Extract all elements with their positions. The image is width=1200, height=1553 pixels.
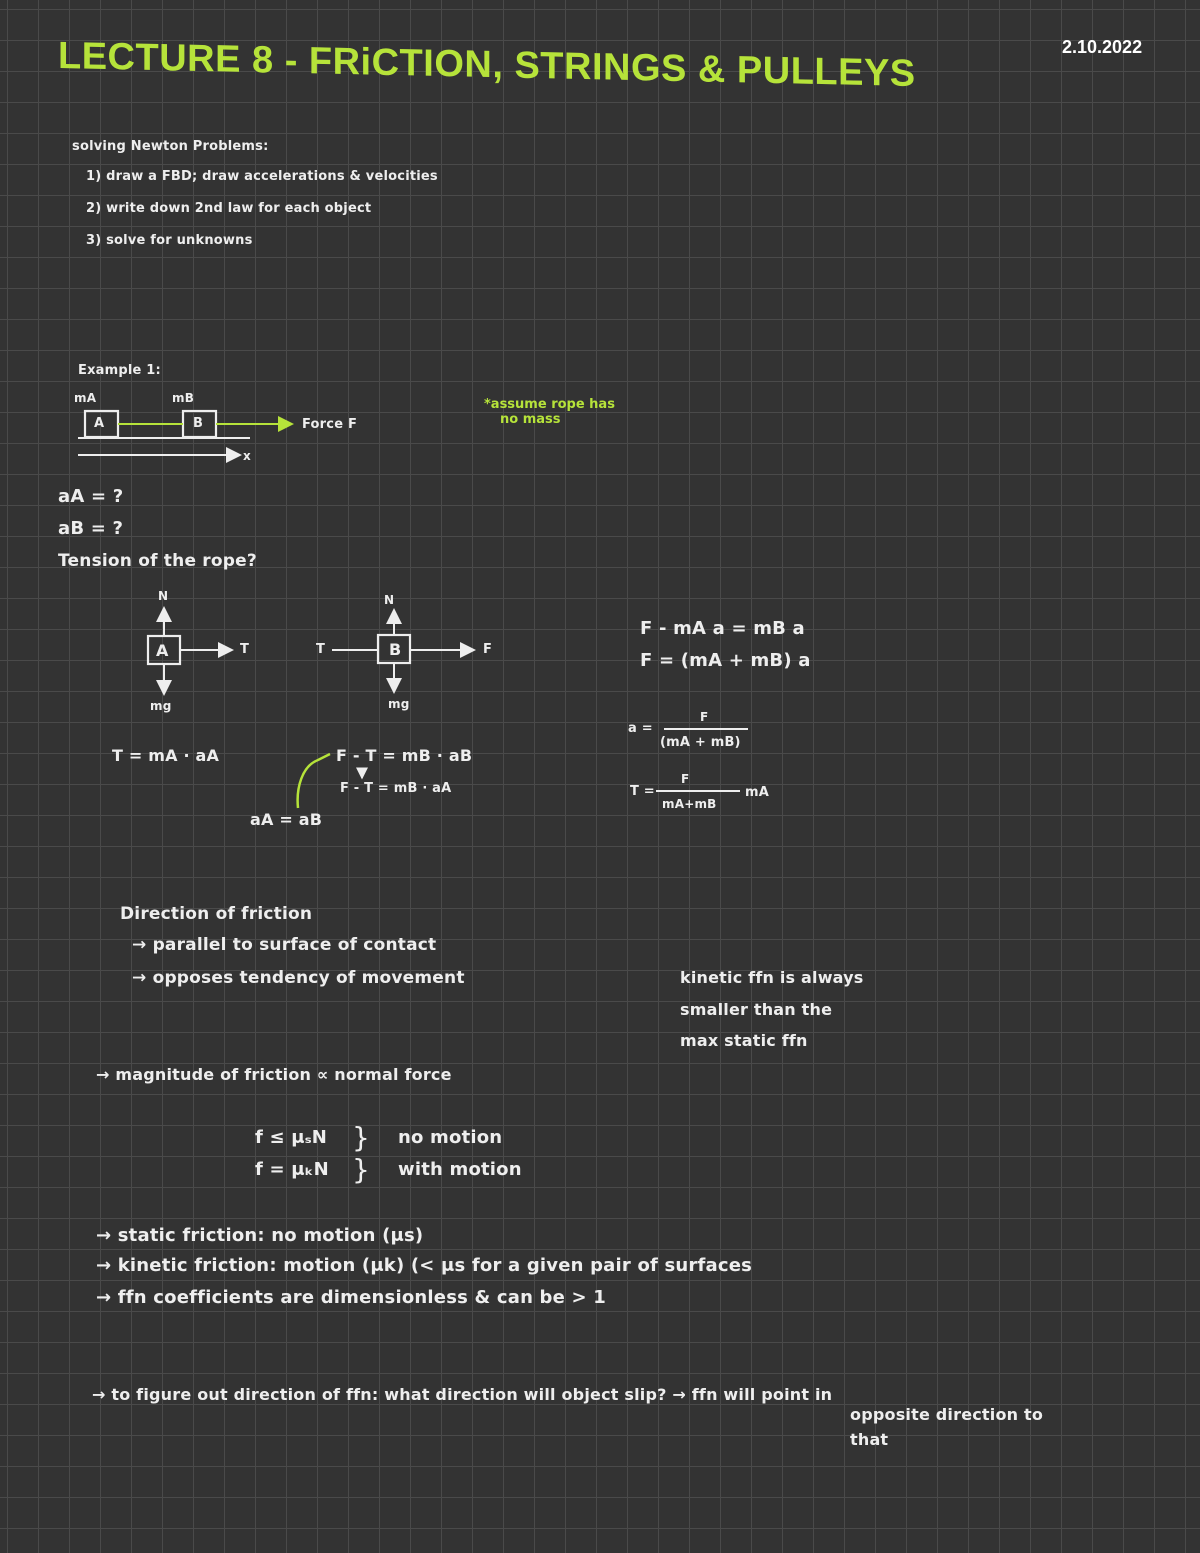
question-ab: aB = ?	[58, 518, 124, 539]
friction-bullet-1: → parallel to surface of contact	[132, 935, 437, 955]
block-a	[85, 411, 118, 437]
fbd-a-block-label: A	[156, 641, 169, 660]
static-equation: f ≤ μₛN	[255, 1127, 328, 1148]
friction-heading: Direction of friction	[120, 904, 313, 924]
page-title: LECTURE 8 - FRiCTION, STRINGS & PULLEYS	[58, 35, 916, 95]
block-b	[183, 411, 216, 437]
a-lhs: a =	[628, 721, 653, 736]
t-denominator: mA+mB	[662, 797, 717, 811]
fbd-b-block-label: B	[389, 640, 402, 659]
fbd-a-normal: N	[158, 589, 169, 603]
fbd-b-tension: T	[316, 642, 326, 657]
fbd-b-block	[378, 635, 410, 663]
fbd-a-weight: mg	[150, 699, 172, 713]
equation-brace-1: }	[352, 1121, 371, 1154]
rope-note-1: *assume rope has	[484, 397, 615, 412]
fbd-b-equation-1: F - T = mB · aB	[336, 746, 473, 765]
newton-heading: solving Newton Problems:	[72, 139, 269, 154]
fbd-b-weight: mg	[388, 697, 410, 711]
kinetic-equation: f = μₖN	[255, 1159, 329, 1180]
solution-line-1: F - mA a = mB a	[640, 618, 805, 639]
axis-x-label: x	[243, 449, 251, 463]
rope-note-2: no mass	[500, 412, 561, 427]
kinetic-note-3: max static ffn	[680, 1031, 808, 1050]
question-tension: Tension of the rope?	[58, 551, 257, 571]
fbd-a-block	[148, 636, 180, 664]
fbd-a-tension: T	[240, 642, 250, 657]
a-denominator: (mA + mB)	[660, 735, 741, 750]
fbd-b-normal: N	[384, 593, 395, 607]
link-arrow	[298, 754, 330, 808]
label-mb: mB	[172, 391, 195, 405]
block-a-label: A	[94, 416, 105, 431]
date: 2.10.2022	[1062, 37, 1143, 57]
newton-step-1: 1) draw a FBD; draw accelerations & velocities	[86, 169, 438, 184]
t-multiplier: mA	[745, 785, 770, 800]
newton-step-2: 2) write down 2nd law for each object	[86, 201, 372, 216]
a-numerator: F	[700, 710, 709, 724]
fbd-b-force: F	[483, 642, 493, 657]
note-coefficients: → ffn coefficients are dimensionless & can be > 1	[96, 1287, 606, 1308]
note-kinetic-friction: → kinetic friction: motion (μk) (< μs for a given pair of surfaces	[96, 1255, 753, 1276]
fbd-b-equation-2: F - T = mB · aA	[340, 781, 452, 796]
question-aa: aA = ?	[58, 486, 124, 507]
note-direction: → to figure out direction of ffn: what direction will object slip? → ffn will point in	[92, 1385, 833, 1404]
example-heading: Example 1:	[78, 363, 161, 378]
t-lhs: T =	[630, 784, 655, 799]
label-ma: mA	[74, 391, 97, 405]
note-static-friction: → static friction: no motion (μs)	[96, 1225, 424, 1246]
force-label: Force F	[302, 417, 358, 432]
acceleration-link: aA = aB	[250, 810, 323, 829]
solution-line-2: F = (mA + mB) a	[640, 650, 811, 671]
friction-bullet-2: → opposes tendency of movement	[132, 968, 465, 988]
friction-magnitude: → magnitude of friction ∝ normal force	[96, 1065, 452, 1084]
equation-brace-2: }	[352, 1153, 371, 1186]
kinetic-note-2: smaller than the	[680, 1000, 833, 1019]
note-direction-3: that	[850, 1430, 889, 1449]
block-b-label: B	[193, 416, 204, 431]
kinetic-note: with motion	[398, 1159, 522, 1180]
static-note: no motion	[398, 1127, 503, 1148]
newton-step-3: 3) solve for unknowns	[86, 233, 253, 248]
kinetic-note-1: kinetic ffn is always	[680, 968, 864, 987]
note-direction-2: opposite direction to	[850, 1405, 1044, 1424]
fbd-a-equation: T = mA · aA	[112, 746, 220, 765]
t-numerator: F	[681, 772, 690, 786]
